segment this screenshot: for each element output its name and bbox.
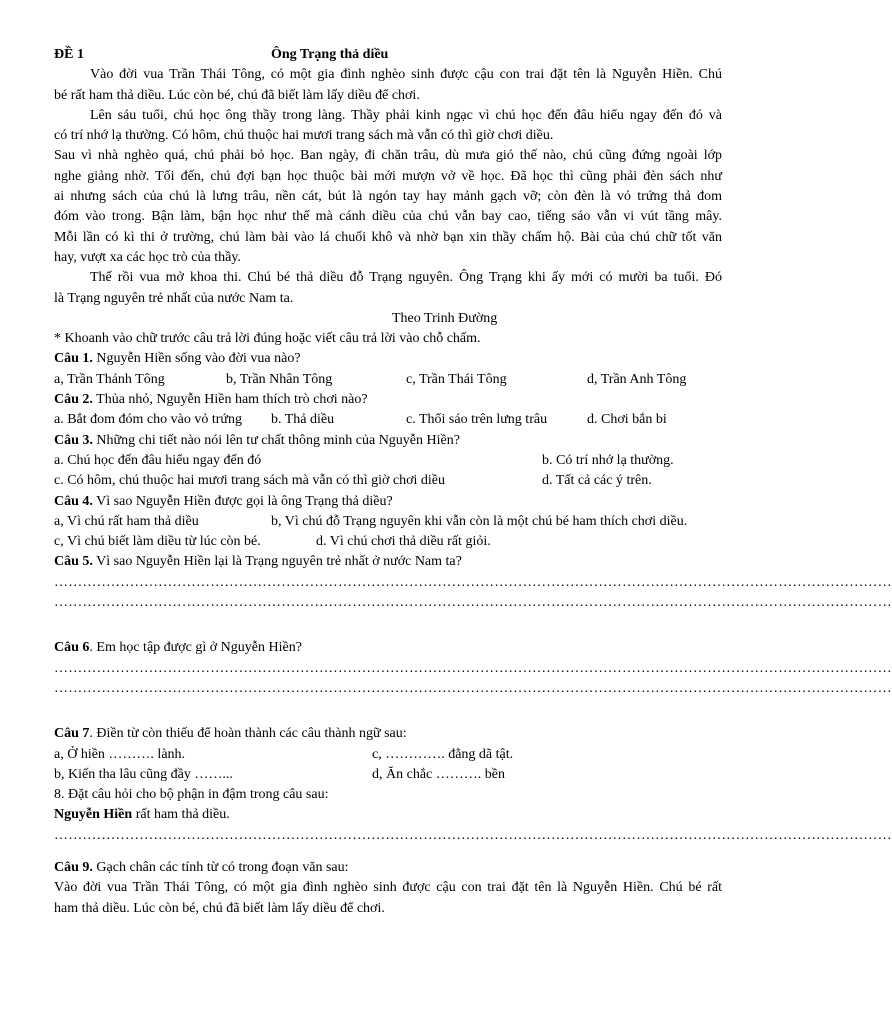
option-d[interactable]: d, Trần Anh Tông <box>587 371 687 387</box>
q2-options <box>54 410 722 430</box>
option-d[interactable]: d. Chơi bắn bi <box>587 412 667 428</box>
answer-line[interactable]: …………………………………………………………………………………………………………………………………………………………… <box>54 827 892 843</box>
answer-line[interactable]: …………………………………………………………………………………………………………………………………………………………… <box>54 595 892 611</box>
passage-line: nghe giảng nhờ. Tối đến, chú đợi bạn học thuộc bài mới mượn vở về học. Đã học thì cũng phải đèn sách như <box>54 168 722 184</box>
q8-sentence <box>54 805 722 825</box>
question-number: Câu 5. <box>54 554 93 570</box>
option-d[interactable]: d. Vì chú chơi thả diều rất giỏi. <box>316 534 491 550</box>
q7-row2 <box>54 765 722 785</box>
question-text: Thủa nhỏ, Nguyễn Hiền ham thích trò chơi nào? <box>92 392 368 408</box>
passage-line: ai nhưng sách của chú là lưng trâu, nền cát, bút là ngón tay hay mảnh gạch vỡ; còn đèn là vỏ trứng thả đom <box>54 189 722 205</box>
option-a[interactable]: a, Trần Thánh Tông <box>54 371 165 387</box>
question-number: Câu 2. <box>54 392 93 408</box>
option-c[interactable]: c, Trần Thái Tông <box>406 371 507 387</box>
worksheet <box>54 45 892 919</box>
question-9 <box>54 858 722 878</box>
option-a[interactable]: a, Vì chú rất ham thả diều <box>54 513 199 529</box>
question-5 <box>54 552 722 572</box>
q9-passage-line: Vào đời vua Trần Thái Tông, có một gia đình nghèo sinh được cậu con trai đặt tên là Nguyễn Hiền. Chú bé rất <box>54 880 722 896</box>
question-text: . Điền từ còn thiếu để hoàn thành các câu thành ngữ sau: <box>89 726 407 742</box>
question-text: Vì sao Nguyễn Hiền được gọi là ông Trạng thả diều? <box>92 493 393 509</box>
passage-line: hay, vượt xa các học trò của thầy. <box>54 249 241 265</box>
question-1 <box>54 349 722 369</box>
source-attribution: Theo Trinh Đường <box>392 310 498 326</box>
option-c[interactable]: c, Vì chú biết làm diều từ lúc còn bé. <box>54 534 261 550</box>
answer-line[interactable]: …………………………………………………………………………………………………………………………………………………………… <box>54 680 892 696</box>
passage-line: Lên sáu tuổi, chú học ông thầy trong làng. Thầy phải kinh ngạc vì chú học đến đâu hiểu ngay đến đó và <box>90 107 722 123</box>
passage-line: Thế rồi vua mở khoa thi. Chú bé thả diều đỗ Trạng nguyên. Ông Trạng khi ấy mới có mười ba tuổi. Đó <box>90 270 722 286</box>
question-text: Những chi tiết nào nói lên tư chất thông minh của Nguyễn Hiền? <box>92 432 460 448</box>
option-a[interactable]: a. Bắt đom đóm cho vào vỏ trứng <box>54 412 243 428</box>
question-number: Câu 1. <box>54 351 93 367</box>
idiom-d[interactable]: d, Ăn chắc ………. bền <box>372 766 505 782</box>
question-number: Câu 4. <box>54 493 93 509</box>
option-c[interactable]: c. Có hôm, chú thuộc hai mươi trang sách mà vẫn có thì giờ chơi diều <box>54 473 445 489</box>
passage-line: Sau vì nhà nghèo quá, chú phải bỏ học. Ban ngày, đi chăn trâu, dù mưa gió thế nào, chú cũng đứng ngoài lớp <box>54 148 722 164</box>
passage-line: là Trạng nguyên trẻ nhất của nước Nam ta. <box>54 290 294 306</box>
passage-line: Vào đời vua Trần Thái Tông, có một gia đình nghèo sinh được cậu con trai đặt tên là Nguyễn Hiền. Chú <box>90 67 722 83</box>
story-title: Ông Trạng thả diều <box>271 47 389 62</box>
option-d[interactable]: d. Tất cả các ý trên. <box>542 473 652 489</box>
option-b[interactable]: b. Có trí nhớ lạ thường. <box>542 452 674 468</box>
q4-options-row2 <box>54 532 722 552</box>
passage-line: bé rất ham thả diều. Lúc còn bé, chú đã biết làm lấy diều để chơi. <box>54 87 420 103</box>
question-6 <box>54 638 722 658</box>
option-b[interactable]: b. Thả diều <box>271 412 335 428</box>
passage-line: Mỗi lần có kì thi ở trường, chú làm bài vào lá chuối khô và nhờ bạn xin thầy chấm hộ. Bài của chú chữ tốt văn <box>54 229 722 245</box>
question-text: Vì sao Nguyễn Hiền lại là Trạng nguyên trẻ nhất ở nước Nam ta? <box>92 554 462 570</box>
source-row <box>54 309 722 329</box>
instruction: * Khoanh vào chữ trước câu trả lời đúng hoặc viết câu trả lời vào chỗ chấm. <box>54 331 481 347</box>
q4-options-row1 <box>54 512 722 532</box>
idiom-b[interactable]: b, Kiến tha lâu cũng đầy ……... <box>54 766 233 782</box>
question-text: Nguyễn Hiền sống vào đời vua nào? <box>92 351 301 367</box>
question-4 <box>54 492 722 512</box>
q9-passage-line: ham thả diều. Lúc còn bé, chú đã biết làm lấy diều để chơi. <box>54 900 385 916</box>
answer-line[interactable]: …………………………………………………………………………………………………………………………………………………………… <box>54 574 892 590</box>
option-b[interactable]: b, Vì chú đỗ Trạng nguyên khi vẫn còn là một chú bé ham thích chơi diều. <box>271 513 688 529</box>
header <box>54 45 722 65</box>
question-8: 8. Đặt câu hỏi cho bộ phận in đậm trong câu sau: <box>54 787 329 803</box>
q3-options-row2 <box>54 471 722 491</box>
question-text: Gạch chân các tính từ có trong đoạn văn sau: <box>92 859 349 875</box>
q7-row1 <box>54 745 722 765</box>
idiom-a[interactable]: a, Ở hiền ………. lành. <box>54 746 186 762</box>
idiom-c[interactable]: c, …………. đằng dã tật. <box>372 746 514 762</box>
answer-line[interactable]: …………………………………………………………………………………………………………………………………………………………… <box>54 660 892 676</box>
option-c[interactable]: c. Thổi sáo trên lưng trâu <box>406 412 548 428</box>
question-number: Câu 9. <box>54 859 93 875</box>
passage-line: đóm vào trong. Bận làm, bận học như thế mà cánh diều của chú vẫn bay cao, tiếng sáo vẫn vi vút tầng mây. <box>54 209 722 225</box>
sentence-rest: rất ham thả diều. <box>132 807 230 823</box>
question-3 <box>54 431 722 451</box>
question-7 <box>54 724 722 744</box>
q3-options-row1 <box>54 451 722 471</box>
question-number: Câu 6 <box>54 640 90 656</box>
question-number: Câu 7 <box>54 726 90 742</box>
q1-options <box>54 370 722 390</box>
option-b[interactable]: b, Trần Nhân Tông <box>226 371 333 387</box>
passage-line: có trí nhớ lạ thường. Có hôm, chú thuộc hai mươi trang sách mà vẫn có thì giờ chơi diều. <box>54 128 554 144</box>
question-text: . Em học tập được gì ở Nguyễn Hiền? <box>89 640 302 656</box>
option-a[interactable]: a. Chú học đến đâu hiểu ngay đến đó <box>54 452 262 468</box>
exam-label: ĐỀ 1 <box>54 47 84 62</box>
bold-subject: Nguyễn Hiền <box>54 807 133 823</box>
question-number: Câu 3. <box>54 432 93 448</box>
question-2 <box>54 390 722 410</box>
